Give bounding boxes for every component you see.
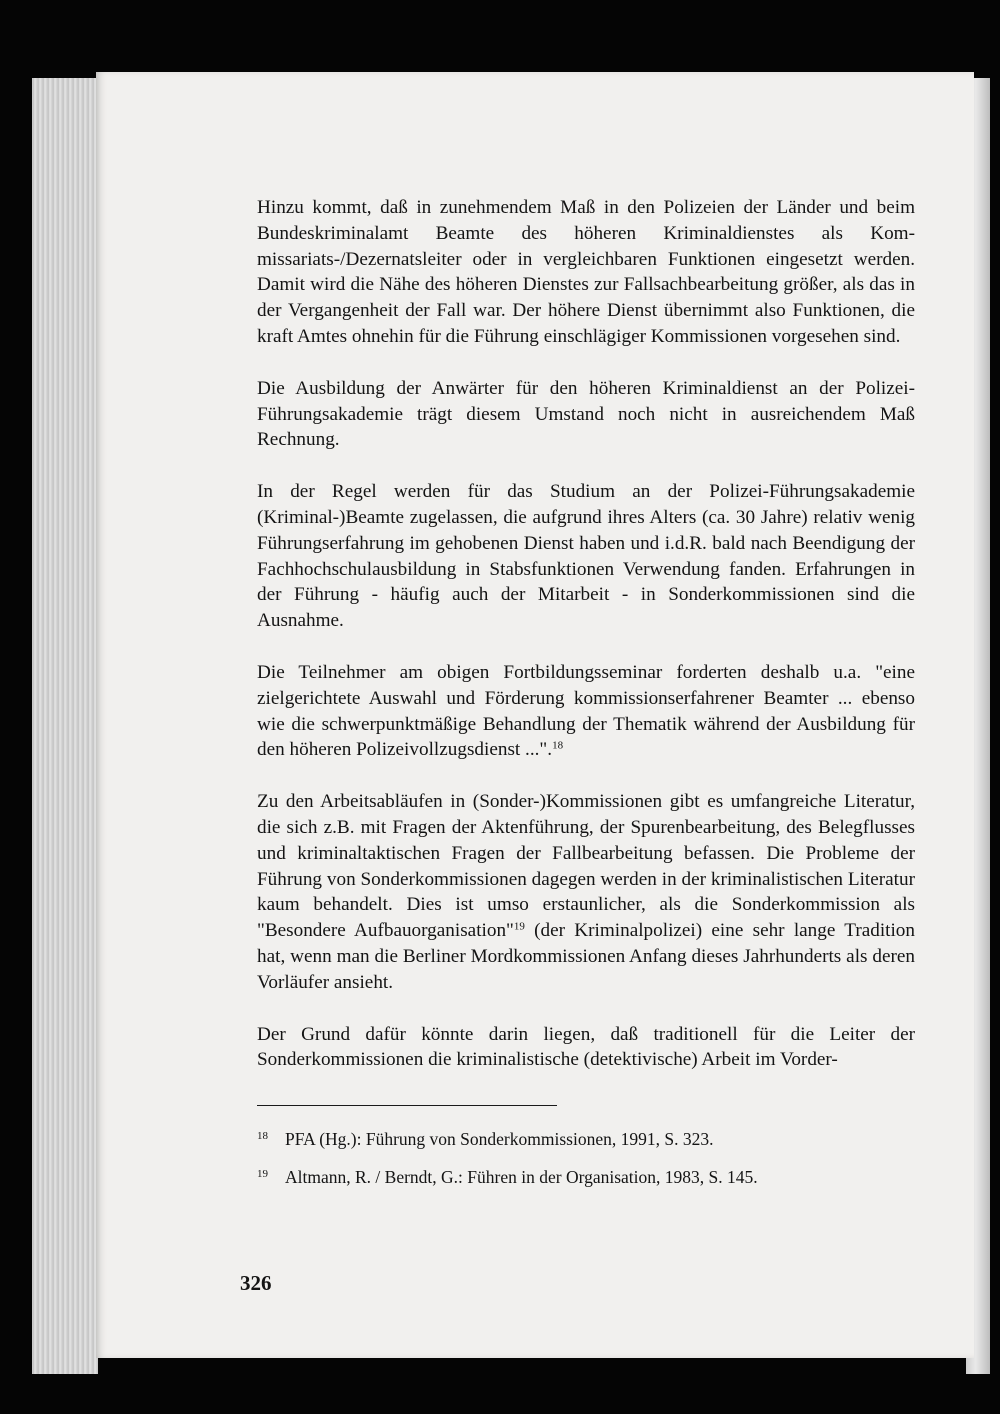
- paragraph: [257, 789, 915, 995]
- footnote-number: 19: [257, 1167, 268, 1180]
- paragraph: In der Regel werden für das Studium an der Polizei-Führungsakademie (Kriminal-)Beamte zugelassen, die aufgrund ihres Alters (ca. 30 Jahre) relativ wenig Führungserfahrung im gehobenen Dienst haben und i.d.R. bald nach Beendigung der Fachhochschulausbildung in Stabsfunktionen Verwendung fanden. Erfahrungen in der Führung - häufig auch der Mitarbeit - in Sonderkommissionen sind die Ausnahme.: [257, 481, 915, 632]
- footnote-text: Altmann, R. / Berndt, G.: Führen in der Organisation, 1983, S. 145.: [285, 1167, 758, 1187]
- page-stack-edge: [32, 78, 98, 1374]
- paragraph: Die Ausbildung der Anwärter für den höheren Kriminaldienst an der Polizei-Führungsakademie trägt diesem Umstand noch nicht in ausreichendem Maß Rechnung.: [257, 377, 915, 451]
- paragraph: Hinzu kommt, daß in zunehmendem Maß in den Polizeien der Länder und beim Bundeskriminalamt Beamte des höheren Kriminaldienstes als Kommissariats-/Dezernatsleiter oder in vergleichbaren Funktionen eingesetzt werden. Damit wird die Nähe des höheren Dienstes zur Fallsachbearbeitung größer, als das in der Vergangenheit der Fall war. Der höhere Dienst übernimmt also Funktionen, die kraft Amtes ohnehin für die Führung einschlägiger Kommissionen vorgesehen sind.: [257, 197, 915, 347]
- footnote-reference[interactable]: 18: [552, 739, 564, 752]
- paragraph: [257, 660, 915, 763]
- paragraph-text: Die Teilnehmer am obigen Fortbildungsseminar forderten deshalb u.a. "eine zielgerichtete Auswahl und Förderung kommissionserfahrener Beamter ... ebenso wie die schwerpunktmäßige Behandlung der Thematik während der Ausbildung für den höheren Polizeivollzugsdienst ...".: [257, 661, 915, 761]
- footnote: [257, 1167, 917, 1188]
- footnote-number: 18: [257, 1129, 268, 1142]
- page-number: 326: [240, 1271, 272, 1295]
- paragraph: Der Grund dafür könnte darin liegen, daß traditionell für die Leiter der Sonderkommissionen die kriminalistische (detektivische) Arbeit im Vorder-: [257, 1023, 915, 1071]
- paragraph-text: Zu den Arbeitsabläufen in (Sonder-)Kommissionen gibt es umfangreiche Literatur, die sich z.B. mit Fragen der Aktenführung, der Spurenbearbeitung, des Belegflusses und kriminaltaktischen Fragen der Fallbearbeitung befassen. Die Probleme der Führung von Sonderkommissionen dagegen werden in der kriminalistischen Literatur kaum behandelt. Dies ist umso erstaunlicher, als die Sonderkommission als "Besondere Aufbauorganisation": [257, 791, 915, 942]
- footnote: [257, 1129, 917, 1150]
- footnote-reference[interactable]: 19: [513, 920, 525, 933]
- body-text: [257, 195, 915, 1099]
- footnote-separator: [257, 1105, 557, 1106]
- footnote-text: PFA (Hg.): Führung von Sonderkommissionen, 1991, S. 323.: [285, 1129, 714, 1149]
- paragraph-text: (der Kriminalpolizei) eine sehr lange Tradition hat, wenn man die Berliner Mordkommissionen Anfang dieses Jahrhunderts als deren Vorläufer ansieht.: [257, 920, 915, 993]
